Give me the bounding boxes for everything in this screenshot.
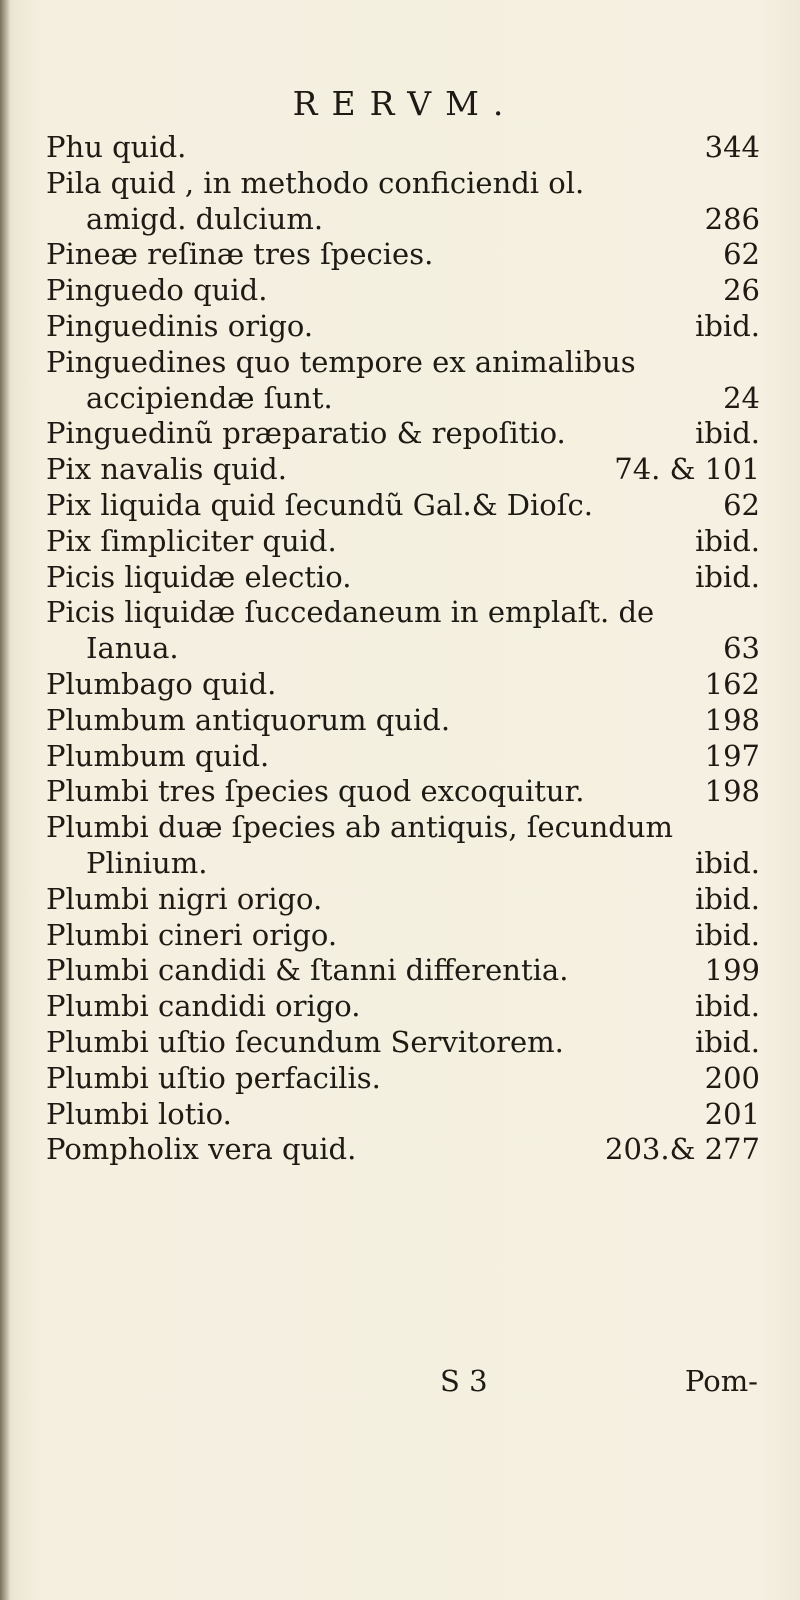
- index-entry: [46, 1025, 760, 1061]
- index-entry: [46, 166, 760, 202]
- entry-term: Pix navalis quid.: [46, 452, 287, 487]
- index-entry: [46, 130, 760, 166]
- entry-page-ref: 344: [704, 130, 760, 164]
- entry-page-ref: ibid.: [695, 1024, 760, 1059]
- entry-term: Plumbum antiquorum quid.: [46, 702, 451, 737]
- index-entry: [46, 810, 760, 846]
- entry-term: Pinguedines quo tempore ex animalibus: [46, 344, 636, 379]
- entry-term: Pineæ reſinæ tres ſpecies.: [46, 237, 434, 272]
- index-entry: [46, 953, 760, 989]
- index-entry: [46, 273, 760, 309]
- entry-page-ref: 286: [704, 201, 760, 236]
- index-entries: [46, 130, 760, 1168]
- entry-page-ref: 203.& 277: [605, 1132, 760, 1167]
- entry-page-ref: ibid.: [695, 523, 760, 558]
- entry-term: amigd. dulcium.: [86, 201, 324, 236]
- entry-term: Plinium.: [86, 845, 208, 880]
- entry-term: Plumbi cineri origo.: [46, 917, 338, 952]
- entry-term: Pinguedinũ præparatio & repoſitio.: [46, 416, 566, 451]
- index-entry: [46, 452, 760, 488]
- entry-term: Picis liquidæ electio.: [46, 559, 352, 594]
- entry-term: Plumbi nigri origo.: [46, 881, 323, 916]
- index-entry-continuation: [46, 202, 760, 238]
- entry-page-ref: 201: [704, 1096, 760, 1131]
- entry-page-ref: ibid.: [695, 917, 760, 952]
- entry-term: Ianua.: [86, 631, 179, 666]
- index-entry: [46, 416, 760, 452]
- index-entry: [46, 989, 760, 1025]
- index-entry: [46, 1061, 760, 1097]
- index-entry: [46, 560, 760, 596]
- entry-term: Pinguedinis origo.: [46, 308, 314, 343]
- entry-page-ref: 197: [704, 738, 760, 773]
- entry-page-ref: ibid.: [695, 881, 760, 916]
- entry-term: Pix ſimpliciter quid.: [46, 523, 337, 558]
- index-entry: [46, 345, 760, 381]
- entry-page-ref: ibid.: [695, 308, 760, 343]
- entry-term: Pinguedo quid.: [46, 273, 268, 308]
- entry-page-ref: 62: [723, 487, 760, 522]
- signature-mark: S 3: [440, 1364, 488, 1398]
- index-entry: [46, 739, 760, 775]
- index-entry: [46, 1132, 760, 1168]
- entry-page-ref: ibid.: [695, 559, 760, 594]
- entry-page-ref: 199: [704, 953, 760, 988]
- index-entry: [46, 918, 760, 954]
- entry-term: Plumbi uſtio perfacilis.: [46, 1060, 381, 1095]
- entry-term: Pix liquida quid ſecundũ Gal.& Dioſc.: [46, 487, 593, 522]
- entry-term: Picis liquidæ ſuccedaneum in emplaſt. de: [46, 595, 655, 630]
- index-entry: [46, 524, 760, 560]
- entry-page-ref: ibid.: [695, 416, 760, 451]
- entry-page-ref: 63: [723, 631, 760, 666]
- index-entry: [46, 703, 760, 739]
- page-binding-edge: [0, 0, 10, 1600]
- entry-page-ref: ibid.: [695, 989, 760, 1024]
- entry-page-ref: 198: [704, 774, 760, 809]
- entry-term: Plumbi duæ ſpecies ab antiquis, ſecundum: [46, 810, 674, 845]
- running-header: RERVM.: [292, 84, 518, 123]
- index-entry: [46, 488, 760, 524]
- index-entry: [46, 882, 760, 918]
- entry-term: Pila quid , in methodo conficiendi ol.: [46, 165, 585, 200]
- index-entry: [46, 667, 760, 703]
- index-entry: [46, 1097, 760, 1133]
- entry-page-ref: 24: [723, 380, 760, 415]
- index-entry: [46, 237, 760, 273]
- page-footer: [0, 1364, 800, 1404]
- entry-term: accipiendæ ſunt.: [86, 380, 333, 415]
- entry-term: Plumbago quid.: [46, 666, 277, 701]
- entry-page-ref: 162: [704, 666, 760, 701]
- entry-term: Plumbi tres ſpecies quod excoquitur.: [46, 774, 585, 809]
- catchword: Pom-: [684, 1364, 758, 1398]
- entry-term: Plumbum quid.: [46, 738, 270, 773]
- entry-term: Plumbi candidi & ſtanni differentia.: [46, 953, 569, 988]
- entry-term: Pompholix vera quid.: [46, 1132, 357, 1167]
- entry-page-ref: 26: [723, 273, 760, 308]
- entry-term: Plumbi candidi origo.: [46, 989, 361, 1024]
- entry-term: Plumbi lotio.: [46, 1096, 232, 1131]
- entry-page-ref: 200: [704, 1060, 760, 1095]
- entry-page-ref: 74. & 101: [614, 452, 760, 487]
- index-entry-continuation: [46, 381, 760, 417]
- entry-page-ref: ibid.: [695, 845, 760, 880]
- entry-page-ref: 198: [704, 702, 760, 737]
- index-entry: [46, 595, 760, 631]
- entry-term: Phu quid.: [46, 130, 187, 164]
- entry-page-ref: 62: [723, 237, 760, 272]
- entry-term: Plumbi uſtio ſecundum Servitorem.: [46, 1024, 564, 1059]
- index-entry-continuation: [46, 631, 760, 667]
- index-entry: [46, 309, 760, 345]
- index-entry-continuation: [46, 846, 760, 882]
- index-entry: [46, 774, 760, 810]
